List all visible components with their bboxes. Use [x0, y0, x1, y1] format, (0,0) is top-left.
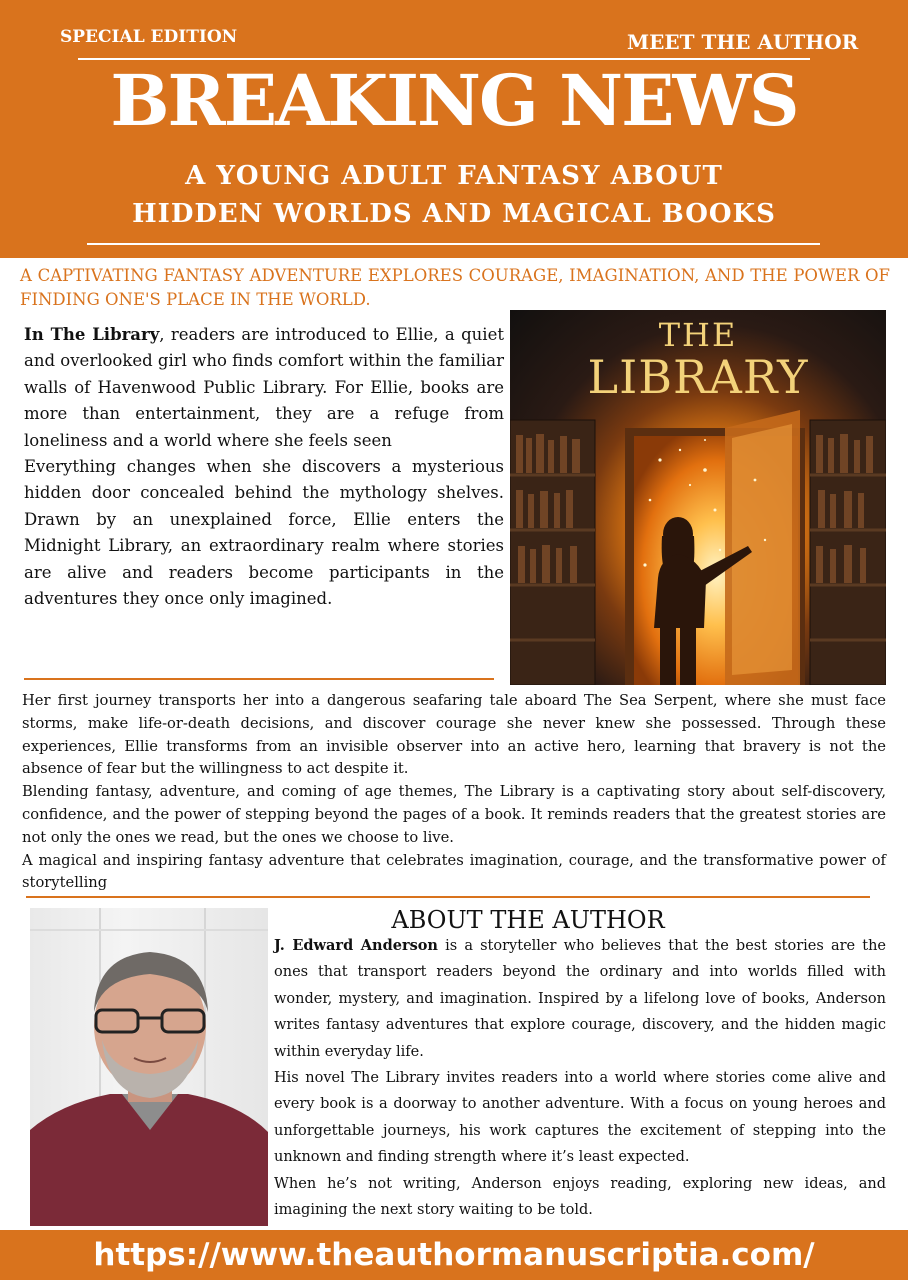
author-name-bold: J. Edward Anderson — [274, 937, 438, 954]
footer-banner — [0, 1230, 908, 1280]
author-portrait-illustration — [30, 908, 268, 1226]
about-paragraph-1-rest: is a storyteller who believes that the best stories are the ones that transport readers beyond the ordinary and into worlds filled with wonder, mystery, and imagination. Inspired by a lifelong love of books, Anderson writes fantasy adventures that explore courage, discovery, and the hidden magic within everyday life. — [274, 938, 886, 1060]
intro-text — [24, 322, 504, 612]
cover-title-library: LIBRARY — [587, 350, 809, 404]
about-paragraph-1 — [274, 933, 886, 1065]
book-cover-image — [510, 310, 886, 685]
intro-paragraph-1-rest: , readers are introduced to Ellie, a quiet and overlooked girl who finds comfort within the familiar walls of Havenwood Public Library. For Ellie, books are more than entertainment, they are a refuge from loneliness and a world where she feels seen — [24, 325, 504, 450]
body-paragraph-2: Blending fantasy, adventure, and coming of age themes, The Library is a captivating story about self-discovery, confidence, and the power of stepping beyond the pages of a book. It reminds readers that the greatest stories are not only the ones we read, but the ones we choose to live. — [22, 783, 886, 846]
subheadline — [0, 157, 908, 233]
story-body — [22, 690, 886, 895]
body-divider — [26, 896, 870, 898]
about-paragraph-3: When he’s not writing, Anderson enjoys reading, exploring new ideas, and imagining the next story waiting to be told. — [274, 1175, 886, 1219]
about-author-text — [274, 933, 886, 1223]
author-photo — [30, 908, 268, 1226]
cover-title-the: THE — [658, 316, 738, 354]
intro-paragraph-1 — [24, 322, 504, 454]
about-author-heading: ABOUT THE AUTHOR — [391, 906, 665, 934]
body-paragraph-3: A magical and inspiring fantasy adventure that celebrates imagination, courage, and the transformative power of storytelling — [22, 851, 886, 892]
subheadline-line-1: A YOUNG ADULT FANTASY ABOUT — [185, 161, 723, 191]
special-edition-label: SPECIAL EDITION — [60, 27, 238, 47]
header-bottom-rule — [87, 243, 820, 245]
meet-the-author-label: MEET THE AUTHOR — [627, 30, 859, 54]
subheadline-line-2: HIDDEN WORLDS AND MAGICAL BOOKS — [132, 199, 776, 229]
header-banner — [0, 0, 908, 258]
body-paragraph-1: Her first journey transports her into a dangerous seafaring tale aboard The Sea Serpent, where she must face storms, make life-or-death decisions, and discover courage she never knew she possessed. Through these experiences, Ellie transforms from an invisible observer into an active hero, learning that bravery is not the absence of fear but the willingness to act despite it. — [22, 692, 886, 778]
headline: BREAKING NEWS — [110, 59, 798, 142]
intro-divider — [24, 678, 494, 680]
website-url: https://www.theauthormanuscriptia.com/ — [93, 1237, 815, 1273]
about-paragraph-2: His novel The Library invites readers into a world where stories come alive and every book is a doorway to another adventure. With a focus on young heroes and unforgettable journeys, his work captures the excitement of stepping into the unknown and finding strength where it’s least expected. — [274, 1070, 886, 1166]
book-title-bold: In The Library — [24, 325, 160, 344]
intro-paragraph-2: Everything changes when she discovers a mysterious hidden door concealed behind the mythology shelves. Drawn by an unexplained force, Ellie enters the Midnight Library, an extraordinary realm where stories are alive and readers become participants in the adventures they once only imagined. — [24, 457, 504, 609]
tagline: A CAPTIVATING FANTASY ADVENTURE EXPLORES COURAGE, IMAGINATION, AND THE POWER OF FINDING ONE'S PLACE IN THE WORLD. — [20, 266, 890, 309]
